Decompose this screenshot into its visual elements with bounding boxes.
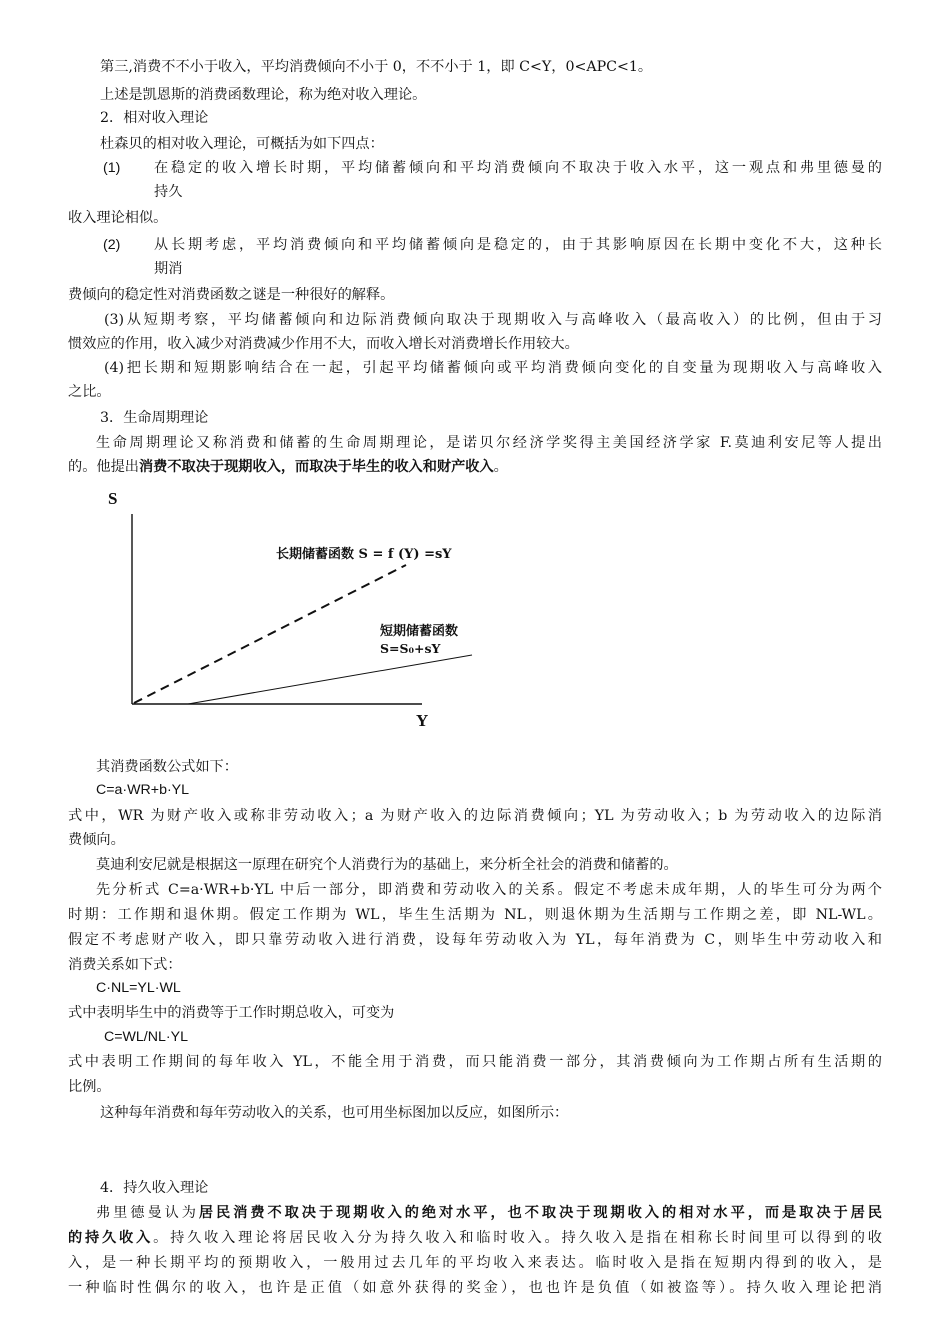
emphasis-text: 居民消费不取决于现期收入的绝对水平，也不取决于现期收入的相对水平，而是取决于居民 xyxy=(198,1205,882,1221)
emphasis-text: 的持久收入 xyxy=(68,1230,154,1246)
paragraph-life-cycle: 生命周期理论又称消费和储蓄的生命周期理论，是诺贝尔经济学奖得主美国经济学家 F.莫迪利安尼等人提出 xyxy=(96,435,882,451)
text: 弗里德曼认为 xyxy=(96,1205,199,1221)
text: 。 xyxy=(493,459,508,475)
paragraph-life-cycle-cont xyxy=(68,457,508,477)
heading-life-cycle: 3．生命周期理论 xyxy=(100,410,209,426)
savings-function-figure xyxy=(104,486,484,731)
list-item-text: 持久 xyxy=(154,184,183,200)
paragraph-analysis-2: 时期：工作期和退休期。假定工作期为 WL，毕生生活期为 NL，则退休期为生活期与工作期之差，即 NL-WL。 xyxy=(68,907,882,923)
paragraph-duesenberry-intro: 杜森贝的相对收入理论，可概括为如下四点： xyxy=(100,136,384,152)
list-item-3: (3)从短期考察，平均储蓄倾向和边际消费倾向取决于现期收入与高峰收入（最高收入）的比例，但由于习 xyxy=(104,312,882,328)
list-item-text: 在稳定的收入增长时期，平均储蓄倾向和平均消费倾向不取决于收入水平，这一观点和弗里德曼的 xyxy=(154,160,882,176)
list-item-text: 从长期考虑，平均消费倾向和平均储蓄倾向是稳定的，由于其影响原因在长期中变化不大，这种长 xyxy=(154,237,882,253)
paragraph-analysis-3: 假定不考虑财产收入，即只靠劳动收入进行消费，设每年劳动收入为 YL，每年消费为 C，则毕生中劳动收入和 xyxy=(68,932,882,948)
heading-relative-income: 2．相对收入理论 xyxy=(100,110,209,126)
paragraph-modigliani: 莫迪利安尼就是根据这一原理在研究个人消费行为的基础上，来分析全社会的消费和储蓄的。 xyxy=(96,857,678,873)
list-item-1 xyxy=(0,158,950,178)
paragraph-permanent-3: 入，是一种长期平均的预期收入，一般用过去几年的平均收入来表达。临时收入是指在短期内得到的收入，是 xyxy=(68,1255,882,1271)
list-item-2 xyxy=(0,235,950,255)
long-run-savings-line xyxy=(134,565,406,703)
list-item-4: (4)把长期和短期影响结合在一起，引起平均储蓄倾向或平均消费倾向变化的自变量为现期收入与高峰收入 xyxy=(104,360,882,376)
text: 的。他提出 xyxy=(68,459,139,475)
list-number: (2) xyxy=(103,237,121,253)
formula-propensity: C=WL/NL·YL xyxy=(104,1029,188,1045)
list-item-text: 期消 xyxy=(154,261,183,277)
text: 。持久收入理论将居民收入分为持久收入和临时收入。持久收入是指在相称长时间里可以得到的收 xyxy=(153,1230,882,1246)
y-axis-label: S xyxy=(108,489,118,508)
paragraph-permanent-4: 一种临时性偶尔的收入，也许是正值（如意外获得的奖金），也也许是负值（如被盗等）。持久收入理论把消 xyxy=(68,1280,882,1296)
paragraph-absolute-income: 上述是凯恩斯的消费函数理论，称为绝对收入理论。 xyxy=(100,87,427,103)
paragraph-permanent-2 xyxy=(68,1228,882,1248)
paragraph-propensity-explain: 式中表明工作期间的每年收入 YL，不能全用于消费，而只能消费一部分，其消费倾向为工作期占所有生活期的 xyxy=(68,1054,882,1070)
short-run-savings-line xyxy=(188,655,472,704)
long-run-function-label: 长期储蓄函数 S = f (Y) =sY xyxy=(276,547,452,562)
formula-lifetime: C·NL=YL·WL xyxy=(96,980,181,996)
paragraph-formula-explain-cont: 费倾向。 xyxy=(68,832,125,848)
heading-permanent-income: 4．持久收入理论 xyxy=(100,1180,209,1196)
short-run-function-label: 短期储蓄函数 xyxy=(380,624,459,639)
emphasis-text: 消费不取决于现期收入，而取决于毕生的收入和财产收入 xyxy=(138,459,494,475)
list-item-2-tail: 费倾向的稳定性对消费函数之谜是一种很好的解释。 xyxy=(68,287,395,303)
x-axis-label: Y xyxy=(416,711,429,730)
paragraph-apc: 第三,消费不不小于收入，平均消费倾向不小于 0，不不小于 1，即 C<Y，0<APC<1。 xyxy=(100,59,653,75)
short-run-function-formula: S=S₀+sY xyxy=(380,641,441,656)
paragraph-formula-explain: 式中，WR 为财产收入或称非劳动收入；a 为财产收入的边际消费倾向；YL 为劳动收入；b 为劳动收入的边际消 xyxy=(68,808,882,824)
list-number: (1) xyxy=(103,160,121,176)
paragraph-lifetime-explain: 式中表明毕生中的消费等于工作时期总收入，可变为 xyxy=(68,1005,395,1021)
paragraph-analysis-1: 先分析式 C=a·WR+b·YL 中后一部分，即消费和劳动收入的关系。假定不考虑未成年期，人的毕生可分为两个 xyxy=(96,882,882,898)
paragraph-analysis-4: 消费关系如下式： xyxy=(68,957,182,973)
paragraph-formula-intro: 其消费函数公式如下： xyxy=(96,759,238,775)
list-item-1-tail: 收入理论相似。 xyxy=(68,210,168,226)
list-item-3-tail: 惯效应的作用，收入减少对消费减少作用不大，而收入增长对消费增长作用较大。 xyxy=(68,336,579,352)
paragraph-figure-ref: 这种每年消费和每年劳动收入的关系，也可用坐标图加以反应，如图所示： xyxy=(100,1105,569,1121)
paragraph-propensity-explain-cont: 比例。 xyxy=(68,1079,111,1095)
paragraph-permanent-1 xyxy=(96,1203,882,1223)
list-item-4-tail: 之比。 xyxy=(68,384,111,400)
formula-consumption: C=a·WR+b·YL xyxy=(96,782,190,798)
savings-function-chart xyxy=(104,486,484,731)
